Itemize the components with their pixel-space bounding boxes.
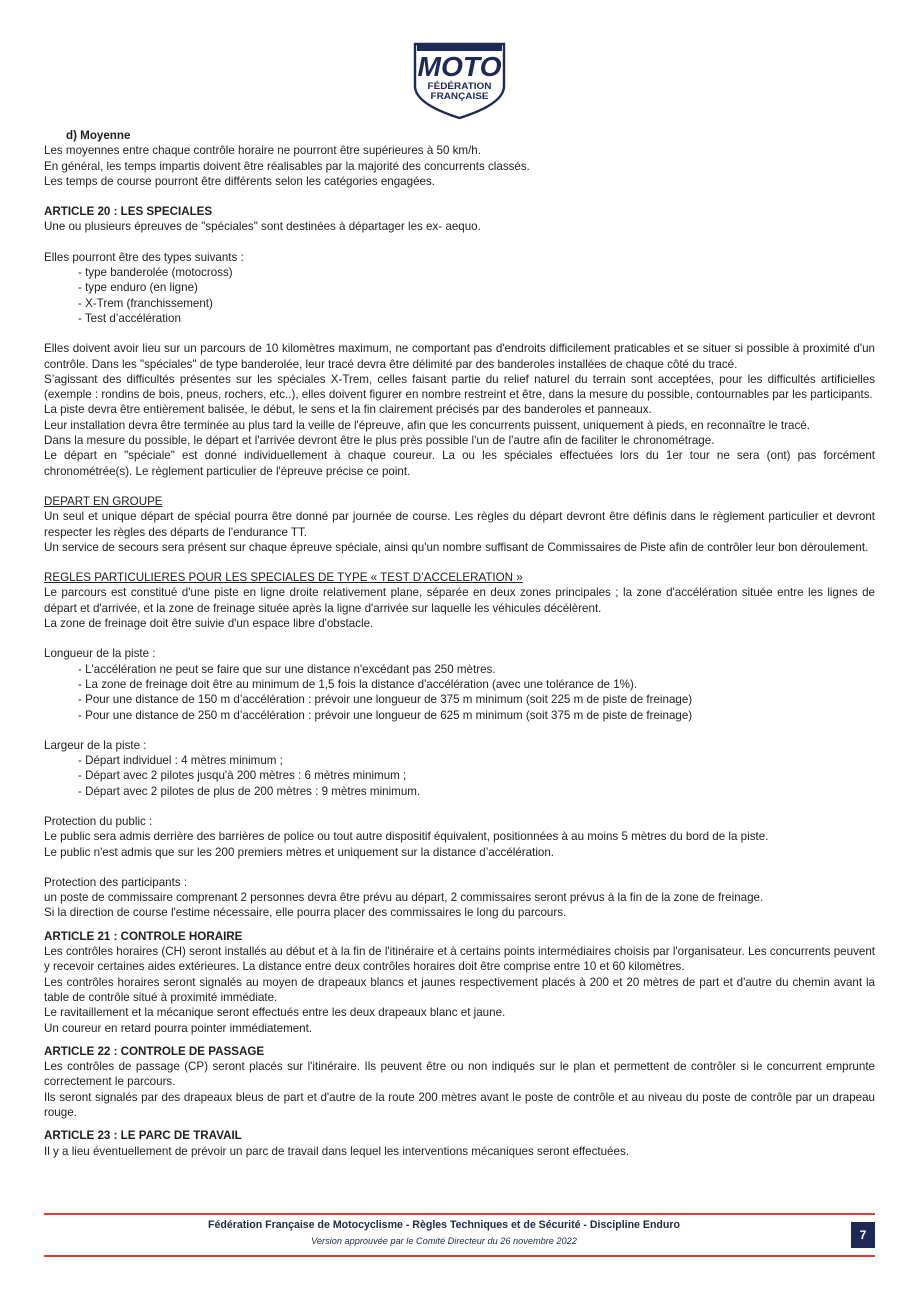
public-line: Le public sera admis derrière des barrières de police ou tout autre dispositif équivalent, positionnées à au moins 5 mètres du bord de la piste.: [44, 830, 769, 844]
article-20-types-list: [44, 265, 875, 326]
list-item: - type banderolée (motocross): [78, 266, 233, 280]
participants-line: un poste de commissaire comprenant 2 personnes devra être prévu au départ, 2 commissaires seront prévus à la fin de la zone de freinage.: [44, 891, 764, 905]
article-20-paragraph: S’agissant des difficultés présentes sur les spéciales X-Trem, celles faisant partie du relief naturel du terrain sont acceptées, pour les difficultés artificielles (exemple : rondins de bois, pneus, rochers, etc..), elles doivent figurer en nombre restreint et être, dans la mesure du possible, contournables par les participants.: [44, 372, 875, 402]
longueur-label: Longueur de la piste :: [44, 647, 156, 661]
article-20-paragraph: Elles doivent avoir lieu sur un parcours de 10 kilomètres maximum, ne comportant pas d'endroits difficilement praticables et se situer si possible à proximité d'un contrôle. Dans les "spéciales" de type banderolée, leur tracé devra être délimité par des banderoles installées de chaque côté du tracé.: [44, 342, 875, 371]
article-21-paragraph: Les contrôles horaires (CH) seront installés au début et à la fin de l'itinéraire et à certains points intermédiaires choisis par l'organisateur. Les concurrents peuvent y recevoir certaines aides extérieures. La distance entre deux contrôles horaires doit être comprise entre 10 et 60 kilomètres.: [44, 945, 875, 974]
article-22-paragraph: Ils seront signalés par des drapeaux bleus de part et d'autre de la route 200 mètres avant le poste de contrôle et au niveau du poste de contrôle par un drapeau rouge.: [44, 1090, 875, 1120]
logo-federation-text: FÉDÉRATION: [427, 81, 492, 91]
depart-groupe-paragraph: Un service de secours sera présent sur chaque épreuve spéciale, ainsi qu'un nombre suffisant de Commissaires de Piste afin de contrôler leur bon déroulement.: [44, 540, 869, 554]
article-21-paragraph: Les contrôles horaires seront signalés au moyen de drapeaux blancs et jaunes respectivement placés à 200 et 20 mètres de part et d'autre du chemin avant la table de contrôle situé à proximité immédiate.: [44, 975, 875, 1004]
largeur-label: Largeur de la piste :: [44, 738, 147, 752]
moyenne-line: Les moyennes entre chaque contrôle horaire ne pourront être supérieures à 50 km/h.: [44, 144, 481, 158]
moyenne-line: En général, les temps impartis doivent être réalisables par la majorité des concurrents classés.: [44, 159, 530, 173]
article-21-paragraph: Un coureur en retard pourra pointer immédiatement.: [44, 1021, 313, 1035]
regles-paragraph: La zone de freinage doit être suivie d'un espace libre d'obstacle.: [44, 617, 374, 631]
article-22-paragraph: Les contrôles de passage (CP) seront placés sur l'itinéraire. Ils peuvent être ou non indiqués sur le plan et permettent de contrôler si le concurrent emprunte correctement le parcours.: [44, 1060, 875, 1089]
footer-title: Fédération Française de Motocyclisme - Règles Techniques et de Sécurité - Discipline Enduro: [208, 1219, 680, 1231]
moyenne-line: Les temps de course pourront être différents selon les catégories engagées.: [44, 174, 435, 188]
article-20-paragraph: Le départ en "spéciale" est donné individuellement à chaque coureur. La ou les spéciales effectuées lors du 1er tour ne sera (ont) pas forcément chronométrée(s). Le règlement particulier de l'épreuve précise ce point.: [44, 449, 875, 478]
article-20-paragraph: Leur installation devra être terminée au plus tard la veille de l'épreuve, afin que les concurrents puissent, uniquement à pieds, en reconnaître le tracé.: [44, 418, 810, 432]
list-item: - Départ avec 2 pilotes jusqu'à 200 mètres : 6 mètres minimum ;: [78, 769, 407, 783]
footer-subtitle: Version approuvée par le Comité Directeur du 26 novembre 2022: [311, 1236, 577, 1246]
article-23-text: Il y a lieu éventuellement de prévoir un parc de travail dans lequel les interventions mécaniques seront effectuées.: [44, 1144, 629, 1158]
article-20-title: ARTICLE 20 : LES SPECIALES: [44, 205, 213, 219]
logo-francaise-text: FRANÇAISE: [430, 91, 489, 101]
list-item: - L'accélération ne peut se faire que sur une distance n'excédant pas 250 mètres.: [78, 662, 496, 676]
article-23-title: ARTICLE 23 : LE PARC DE TRAVAIL: [44, 1129, 242, 1143]
page-number-badge: 7: [851, 1222, 875, 1248]
participants-label: Protection des participants :: [44, 875, 188, 889]
list-item: - Départ individuel : 4 mètres minimum ;: [78, 754, 283, 768]
article-21-paragraph: Le ravitaillement et la mécanique seront effectués entre les deux drapeaux blanc et jaune.: [44, 1006, 506, 1020]
article-20-paragraph: La piste devra être entièrement balisée, le début, le sens et la fin clairement précisés par des banderoles et panneaux.: [44, 403, 652, 417]
list-item: - type enduro (en ligne): [78, 281, 198, 295]
participants-line: Si la direction de course l'estime nécessaire, elle pourra placer des commissaires le long du parcours.: [44, 906, 567, 920]
ffm-moto-logo: [409, 42, 510, 120]
footer-divider-top: [44, 1213, 875, 1215]
largeur-list: [44, 753, 875, 799]
list-item: - Test d’accélération: [78, 311, 181, 325]
article-22-title: ARTICLE 22 : CONTROLE DE PASSAGE: [44, 1044, 265, 1058]
regles-paragraph: Le parcours est constitué d'une piste en ligne droite relativement plane, séparée en deux zones principales ; la zone d'accélération située entre les lignes de départ et d'arrivée, et la zone de freinage située après la ligne d'arrivée sur laquelle les véhicules décélèrent.: [44, 586, 875, 615]
logo-moto-text: MOTO: [417, 51, 502, 82]
moyenne-heading: d) Moyenne: [66, 129, 131, 142]
regles-title: REGLES PARTICULIERES POUR LES SPECIALES DE TYPE « TEST D’ACCELERATION »: [44, 571, 523, 585]
longueur-list: [44, 662, 875, 723]
list-item: - La zone de freinage doit être au minimum de 1,5 fois la distance d'accélération (avec une tolérance de 1%).: [78, 677, 638, 691]
public-line: Le public n'est admis que sur les 200 premiers mètres et uniquement sur la distance d’accélération.: [44, 845, 555, 859]
depart-groupe-title: DEPART EN GROUPE: [44, 494, 163, 508]
list-item: - Pour une distance de 150 m d’accélération : prévoir une longueur de 375 m minimum (soit 225 m de piste de freinage): [78, 693, 693, 707]
article-21-title: ARTICLE 21 : CONTROLE HORAIRE: [44, 929, 243, 943]
footer-divider-bottom: [44, 1255, 875, 1257]
list-item: - Départ avec 2 pilotes de plus de 200 mètres : 9 mètres minimum.: [78, 784, 421, 798]
article-20-paragraph: Dans la mesure du possible, le départ et l'arrivée devront être le plus près possible l'un de l'autre afin de faciliter le chronométrage.: [44, 434, 715, 448]
article-20-types-intro: Elles pourront être des types suivants :: [44, 250, 244, 264]
public-label: Protection du public :: [44, 814, 153, 828]
article-20-intro: Une ou plusieurs épreuves de "spéciales" sont destinées à départager les ex- aequo.: [44, 220, 481, 234]
page-content: [44, 128, 875, 1159]
depart-groupe-paragraph: Un seul et unique départ de spécial pourra être donné par journée de course. Les règles du départ devront être définis dans le règlement particulier et devront respecter les règles des départs de l'endurance TT.: [44, 510, 875, 539]
list-item: - Pour une distance de 250 m d’accélération : prévoir une longueur de 625 m minimum (soit 375 m de piste de freinage): [78, 708, 693, 722]
list-item: - X-Trem (franchissement): [78, 296, 213, 310]
